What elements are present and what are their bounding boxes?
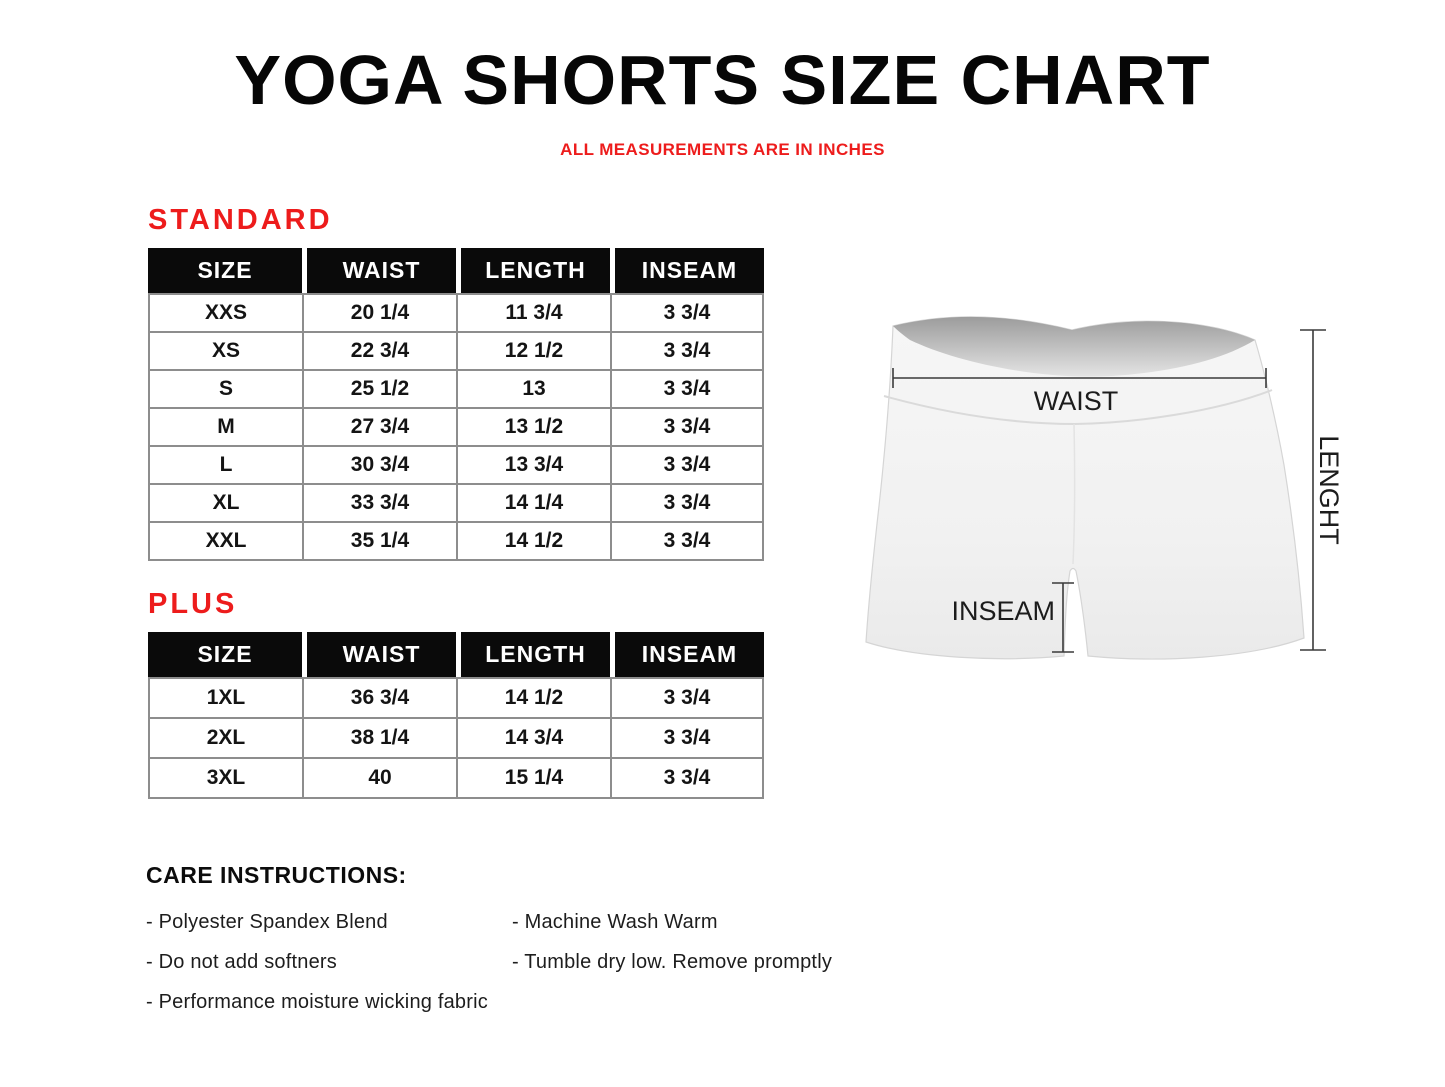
size-cell: 14 1/2 <box>456 521 610 561</box>
care-instructions-column-2 <box>512 912 832 973</box>
size-cell: 14 3/4 <box>456 717 610 757</box>
size-cell: 30 3/4 <box>302 445 456 483</box>
shorts-measurement-figure <box>860 300 1350 685</box>
size-cell: 3 3/4 <box>610 331 764 369</box>
care-instruction-item: - Tumble dry low. Remove promptly <box>512 951 833 973</box>
column-header-length: LENGTH <box>456 248 610 293</box>
size-cell: 25 1/2 <box>302 369 456 407</box>
table-row <box>148 483 764 521</box>
care-instruction-item: - Polyester Spandex Blend <box>146 911 388 933</box>
page-subtitle: ALL MEASUREMENTS ARE IN INCHES <box>560 140 885 159</box>
size-cell: 11 3/4 <box>456 293 610 331</box>
size-cell: 40 <box>302 757 456 799</box>
size-cell: 2XL <box>148 717 302 757</box>
size-cell: 3 3/4 <box>610 677 764 717</box>
size-cell: 3 3/4 <box>610 521 764 561</box>
table-row <box>148 331 764 369</box>
size-cell: M <box>148 407 302 445</box>
table-row <box>148 293 764 331</box>
table-header-row <box>148 632 764 677</box>
care-instruction-item: - Performance moisture wicking fabric <box>146 991 488 1013</box>
column-header-length: LENGTH <box>456 632 610 677</box>
size-cell: 13 1/2 <box>456 407 610 445</box>
column-header-waist: WAIST <box>302 248 456 293</box>
table-row <box>148 407 764 445</box>
size-cell: 14 1/2 <box>456 677 610 717</box>
care-instructions-column-1 <box>146 912 488 1013</box>
size-cell: XXS <box>148 293 302 331</box>
table-row <box>148 757 764 799</box>
size-cell: 20 1/4 <box>302 293 456 331</box>
size-cell: XXL <box>148 521 302 561</box>
size-cell: 3 3/4 <box>610 293 764 331</box>
size-cell: XS <box>148 331 302 369</box>
size-cell: 1XL <box>148 677 302 717</box>
size-cell: 3 3/4 <box>610 369 764 407</box>
size-cell: 3XL <box>148 757 302 799</box>
section-label-standard: STANDARD <box>148 204 333 236</box>
size-cell: 27 3/4 <box>302 407 456 445</box>
column-header-waist: WAIST <box>302 632 456 677</box>
size-cell: 3 3/4 <box>610 757 764 799</box>
table-row <box>148 369 764 407</box>
column-header-size: SIZE <box>148 248 302 293</box>
size-cell: L <box>148 445 302 483</box>
size-cell: 14 1/4 <box>456 483 610 521</box>
care-instruction-item: - Do not add softners <box>146 951 337 973</box>
inseam-label: INSEAM <box>951 596 1055 626</box>
waist-label: WAIST <box>1033 386 1119 416</box>
size-cell: 38 1/4 <box>302 717 456 757</box>
column-header-size: SIZE <box>148 632 302 677</box>
section-label-plus: PLUS <box>148 588 238 620</box>
length-label: LENGHT <box>1314 435 1344 545</box>
shorts-illustration <box>866 317 1304 659</box>
size-cell: 33 3/4 <box>302 483 456 521</box>
size-cell: 15 1/4 <box>456 757 610 799</box>
size-cell: S <box>148 369 302 407</box>
standard-size-table <box>148 248 764 561</box>
page-title: YOGA SHORTS SIZE CHART <box>234 41 1211 119</box>
plus-size-table <box>148 632 764 799</box>
care-instruction-item: - Machine Wash Warm <box>512 911 718 933</box>
care-instructions-heading: CARE INSTRUCTIONS: <box>146 862 407 888</box>
size-cell: XL <box>148 483 302 521</box>
size-cell: 3 3/4 <box>610 717 764 757</box>
table-row <box>148 521 764 561</box>
size-cell: 13 3/4 <box>456 445 610 483</box>
size-cell: 3 3/4 <box>610 407 764 445</box>
column-header-inseam: INSEAM <box>610 248 764 293</box>
table-header-row <box>148 248 764 293</box>
size-cell: 13 <box>456 369 610 407</box>
size-cell: 36 3/4 <box>302 677 456 717</box>
size-cell: 3 3/4 <box>610 445 764 483</box>
table-row <box>148 445 764 483</box>
size-cell: 3 3/4 <box>610 483 764 521</box>
table-row <box>148 717 764 757</box>
size-cell: 12 1/2 <box>456 331 610 369</box>
size-cell: 35 1/4 <box>302 521 456 561</box>
column-header-inseam: INSEAM <box>610 632 764 677</box>
table-row <box>148 677 764 717</box>
size-cell: 22 3/4 <box>302 331 456 369</box>
